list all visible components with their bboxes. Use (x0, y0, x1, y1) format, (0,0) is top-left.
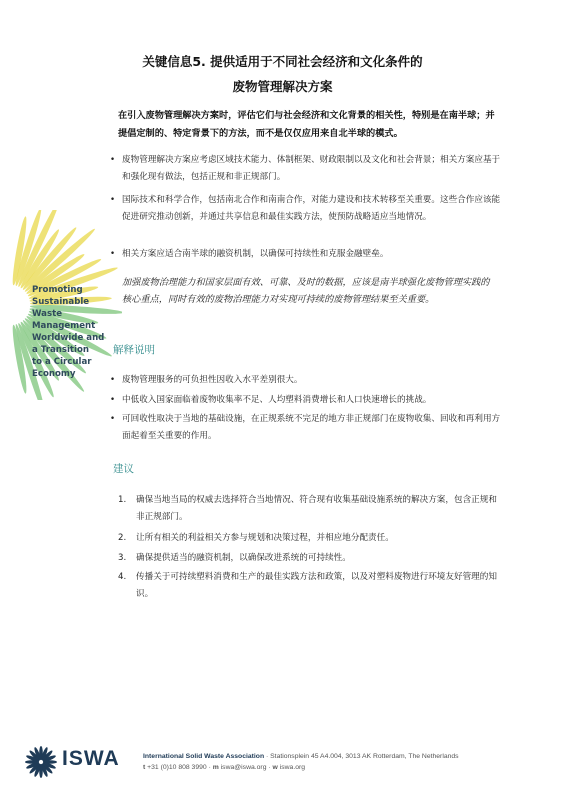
footer-m-label: m (212, 764, 219, 771)
list-item-text: 废物管理解决方案应考虑区域技术能力、体制框架、财政限制以及文化和社会背景；相关方案应基于和强化现有做法，包括正规和非正规部门。 (122, 155, 501, 182)
list-item-text: 国际技术和科学合作，包括南北合作和南南合作，对能力建设和技术转移至关重要。这些合作应该能促进研究推动创新，并通过共享信息和最佳实践方法，使预防战略适应当地情况。 (122, 195, 501, 222)
section-heading-explanation: 解释说明 (113, 344, 155, 356)
footer-website[interactable]: iswa.org (279, 764, 306, 771)
section-heading-recommendations: 建议 (113, 463, 134, 475)
bullet-dot: • (110, 414, 116, 424)
tagline-line: Sustainable (32, 297, 90, 307)
tagline-line: Promoting (32, 285, 83, 295)
list-item (110, 192, 505, 226)
list-item-text: 确保当地当局的权威去选择符合当地情况、符合现有收集基础设施系统的解决方案，包含正规和非正规部门。 (136, 495, 497, 522)
tagline-line: Management (32, 321, 96, 331)
footer-email[interactable]: iswa@iswa.org (220, 764, 267, 771)
bullet-dot: • (110, 195, 116, 205)
tagline-line: Worldwide and (32, 333, 105, 343)
list-item-text: 可回收性取决于当地的基础设施，在正规系统不完足的地方非正规部门在废物收集、回收和再利用方面起着至关重要的作用。 (122, 414, 501, 441)
footer-w-label: w (272, 764, 278, 771)
list-item (110, 152, 505, 186)
footer-org-line (143, 753, 459, 760)
item-number: 2. (118, 533, 127, 543)
list-item-text: 传播关于可持续塑料消费和生产的最佳实践方法和政策，以及对塑料废物进行环境友好管理的知识。 (136, 572, 497, 599)
footer-t-label: t (143, 764, 146, 771)
page-title-line1: 关键信息5. 提供适用于不同社会经济和文化条件的 (142, 54, 423, 69)
page-title-line2: 废物管理解决方案 (232, 79, 333, 94)
intro-paragraph: 在引入废物管理解决方案时，评估它们与社会经济和文化背景的相关性，特别是在南半球；并提倡定制的、特定背景下的方法，而不是仅仅应用来自北半球的模式。 (118, 110, 495, 139)
list-item-text: 确保提供适当的融资机制，以确保改进系统的可持续性。 (136, 553, 351, 563)
list-item (118, 492, 503, 526)
footer-separator: · (266, 764, 273, 771)
tagline-line: to a Circular (32, 357, 92, 367)
list-item-text: 中低收入国家面临着废物收集率不足、人均塑料消费增长和人口快速增长的挑战。 (122, 395, 432, 405)
list-item-text: 废物管理服务的可负担性因收入水平差别很大。 (122, 375, 303, 385)
list-item (110, 372, 505, 389)
list-item (110, 411, 505, 445)
tagline-line: Waste (32, 309, 63, 319)
item-number: 4. (118, 572, 127, 582)
bullet-dot: • (110, 249, 116, 259)
iswa-logo-text: ISWA (62, 747, 120, 770)
footer-address: · Stationsplein 45 A4.004, 3013 AK Rotterdam, The Netherlands (264, 753, 459, 760)
list-item (110, 392, 505, 409)
tagline-line: Economy (32, 369, 76, 379)
bullet-dot: • (110, 155, 116, 165)
list-item (118, 550, 503, 567)
list-item (110, 246, 505, 263)
footer-org-name: International Solid Waste Association (143, 753, 265, 760)
footer-separator: · (206, 764, 213, 771)
bullet-dot: • (110, 395, 116, 405)
item-number: 1. (118, 495, 127, 505)
list-item (118, 530, 503, 547)
tagline-line: a Transition (32, 345, 90, 355)
bullet-dot: • (110, 375, 116, 385)
list-item-text: 让所有相关的利益相关方参与规划和决策过程，并相应地分配责任。 (136, 533, 394, 543)
footer-contact-line (143, 764, 305, 771)
footer-phone: +31 (0)10 808 3990 (147, 764, 207, 771)
list-item (118, 569, 503, 603)
item-number: 3. (118, 553, 127, 563)
sidebar-tagline (32, 284, 122, 380)
list-item-text: 相关方案应适合南半球的融资机制，以确保可持续性和克服金融壁垒。 (122, 249, 389, 259)
emphasis-paragraph: 加强废物治理能力和国家层面有效、可靠、及时的数据，应该是南半球强化废物管理实践的核心重点，同时有效的废物治理能力对实现可持续的废物管理结果至关重要。 (122, 277, 490, 305)
